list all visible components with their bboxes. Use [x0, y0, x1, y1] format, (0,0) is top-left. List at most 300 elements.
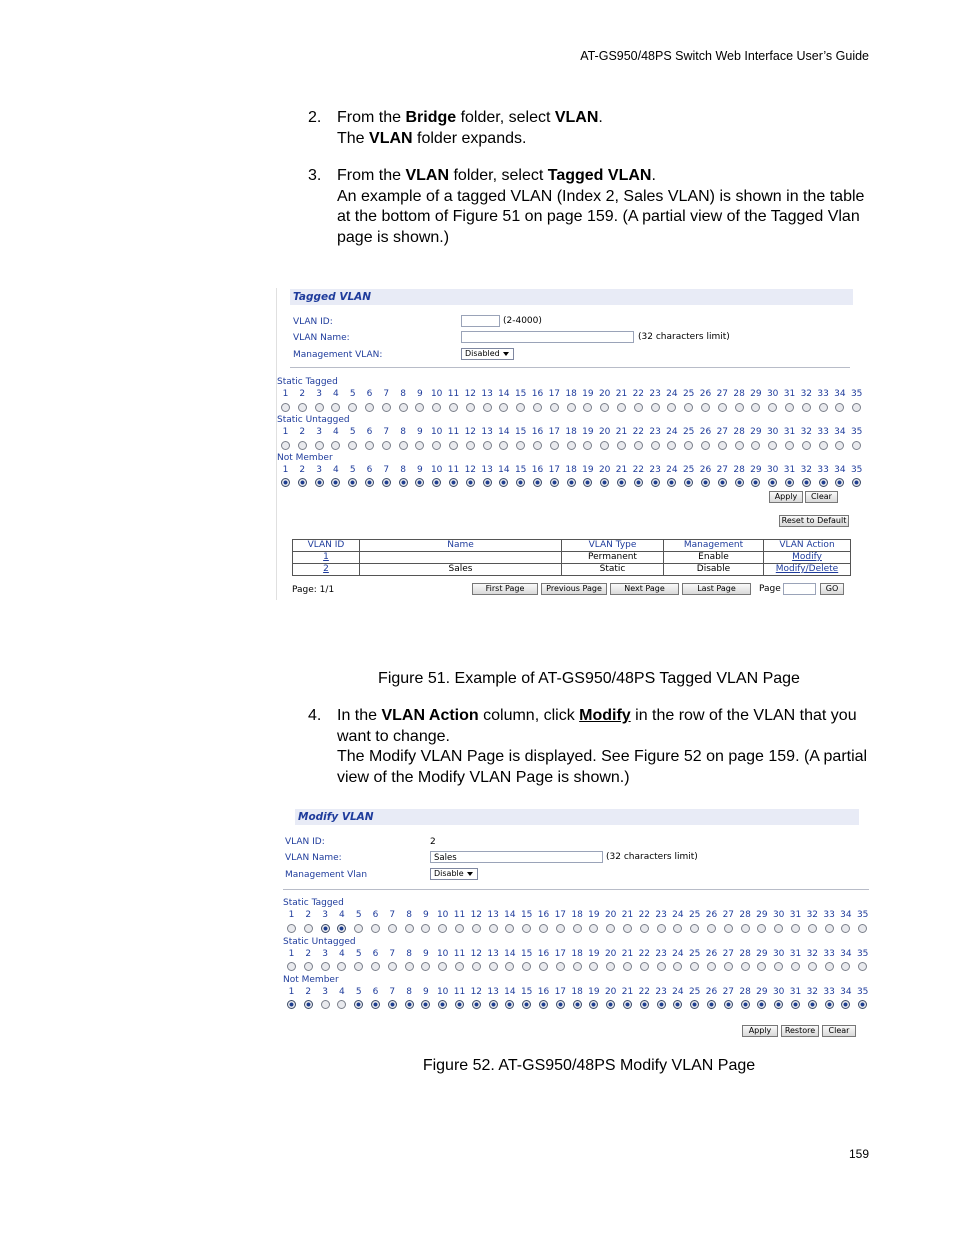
fig51-static-untagged-port-number: 10 [430, 427, 443, 437]
fig51-static-untagged-port-radio[interactable] [634, 441, 643, 450]
fig51-static-tagged-port-radio[interactable] [399, 403, 408, 412]
fig52-static-untagged-port-number: 3 [322, 949, 328, 959]
fig51-static-tagged-port-radio[interactable] [701, 403, 710, 412]
fig52-not-member-port-radio[interactable] [405, 1000, 414, 1009]
fig51-static-tagged-port-number: 22 [632, 389, 645, 399]
fig51-not-member-port-radio[interactable] [768, 478, 777, 487]
fig51-static-untagged-port-radio[interactable] [432, 441, 441, 450]
fig51-static-tagged-port-radio[interactable] [634, 403, 643, 412]
fig51-static-untagged-port-radio[interactable] [298, 441, 307, 450]
fig52-static-untagged-port-number: 15 [520, 949, 533, 959]
fig52-not-member-port-number: 13 [487, 987, 499, 997]
fig51-not-member-port-radio[interactable] [600, 478, 609, 487]
fig52-not-member-port-radio[interactable] [472, 1000, 481, 1009]
not-member-label: Not Member [277, 453, 333, 463]
fig52-not-member-port-radio[interactable] [825, 1000, 834, 1009]
management-vlan-select[interactable]: Disabled [461, 348, 514, 360]
fig51-static-tagged-port-radio[interactable] [449, 403, 458, 412]
page-number: 159 [848, 1147, 869, 1161]
fig51-static-tagged-port-radio[interactable] [768, 403, 777, 412]
fig52-static-untagged-port-radio[interactable] [573, 962, 582, 971]
fig51-static-untagged-port-radio[interactable] [751, 441, 760, 450]
fig51-not-member-port-number: 1 [282, 465, 289, 475]
fig51-static-tagged-port-radio[interactable] [785, 403, 794, 412]
fig52-static-tagged-port-radio[interactable] [539, 924, 548, 933]
fig52-not-member-port-radio[interactable] [690, 1000, 699, 1009]
fig51-not-member-port-radio[interactable] [718, 478, 727, 487]
fig51-not-member-port-number: 35 [850, 465, 863, 475]
fig51-static-tagged-port-number: 32 [800, 389, 813, 399]
col-vlan-id: VLAN ID [293, 540, 360, 552]
vlan-name-input[interactable] [461, 331, 634, 343]
fig52-not-member-port-radio[interactable] [304, 1000, 313, 1009]
fig52-static-tagged-port-number: 14 [504, 910, 516, 920]
fig51-not-member-port-radio[interactable] [449, 478, 458, 487]
vlan-id-value: 2 [430, 837, 436, 847]
fig51-static-tagged-port-radio[interactable] [600, 403, 609, 412]
fig51-static-tagged-port-radio[interactable] [516, 403, 525, 412]
fig51-static-untagged-port-number: 28 [733, 427, 745, 437]
clear-button[interactable]: Clear [822, 1025, 856, 1037]
fig51-static-tagged-port-radio[interactable] [852, 403, 861, 412]
fig52-static-tagged-port-radio[interactable] [741, 924, 750, 933]
vlan-id-link[interactable]: 1 [323, 552, 329, 562]
fig51-static-untagged-port-number: 18 [565, 427, 577, 437]
fig51-static-tagged-port-radio[interactable] [331, 403, 340, 412]
fig52-static-tagged-port-radio[interactable] [724, 924, 733, 933]
fig52-not-member-port-number: 11 [453, 987, 466, 997]
management-vlan-select[interactable]: Disable [430, 868, 478, 880]
apply-button[interactable]: Apply [742, 1025, 778, 1037]
previous-page-button[interactable]: Previous Page [541, 583, 607, 595]
fig52-not-member-port-radio[interactable] [489, 1000, 498, 1009]
fig52-static-untagged-port-radio[interactable] [757, 962, 766, 971]
fig51-static-untagged-port-radio[interactable] [819, 441, 828, 450]
fig52-static-tagged-port-radio[interactable] [825, 924, 834, 933]
fig51-static-untagged-port-radio[interactable] [499, 441, 508, 450]
fig52-not-member-port-radio[interactable] [741, 1000, 750, 1009]
fig52-static-tagged-port-radio[interactable] [287, 924, 296, 933]
fig52-not-member-port-number: 21 [621, 987, 634, 997]
fig52-not-member-port-radio[interactable] [438, 1000, 447, 1009]
fig52-not-member-port-radio[interactable] [707, 1000, 716, 1009]
fig51-static-tagged-port-radio[interactable] [432, 403, 441, 412]
fig51-static-tagged-port-number: 9 [417, 389, 423, 399]
fig52-static-tagged-port-radio[interactable] [589, 924, 598, 933]
page-input-label: Page [759, 584, 781, 594]
fig52-static-tagged-port-radio[interactable] [858, 924, 867, 933]
fig51-not-member-port-radio[interactable] [751, 478, 760, 487]
fig51-title: Tagged VLAN [290, 289, 853, 305]
fig52-static-tagged-port-radio[interactable] [337, 924, 346, 933]
fig52-static-tagged-port-radio[interactable] [438, 924, 447, 933]
fig52-static-untagged-port-radio[interactable] [791, 962, 800, 971]
fig52-not-member-port-number: 20 [604, 987, 617, 997]
fig51-static-untagged-port-radio[interactable] [684, 441, 693, 450]
fig52-not-member-port-radio[interactable] [623, 1000, 632, 1009]
fig51-static-tagged-port-radio[interactable] [315, 403, 324, 412]
fig51-static-untagged-port-radio[interactable] [583, 441, 592, 450]
fig51-static-untagged-port-radio[interactable] [768, 441, 777, 450]
fig52-not-member-port-number: 25 [688, 987, 701, 997]
fig51-not-member-port-radio[interactable] [819, 478, 828, 487]
fig51-static-tagged-port-radio[interactable] [415, 403, 424, 412]
fig52-static-tagged-port-radio[interactable] [841, 924, 850, 933]
fig51-static-untagged-port-radio[interactable] [331, 441, 340, 450]
fig51-static-tagged-port-radio[interactable] [298, 403, 307, 412]
fig52-static-tagged-port-number: 32 [806, 910, 819, 920]
fig51-static-untagged-port-radio[interactable] [667, 441, 676, 450]
fig51-not-member-port-radio[interactable] [835, 478, 844, 487]
fig52-not-member-port-radio[interactable] [791, 1000, 800, 1009]
fig52-static-untagged-port-radio[interactable] [354, 962, 363, 971]
fig51-static-untagged-port-number: 21 [615, 427, 628, 437]
fig51-static-tagged-port-radio[interactable] [348, 403, 357, 412]
fig51-static-tagged-port-radio[interactable] [651, 403, 660, 412]
vlan-id-input[interactable] [461, 315, 500, 327]
fig52-static-untagged-port-radio[interactable] [321, 962, 330, 971]
fig52-static-untagged-port-number: 25 [688, 949, 701, 959]
fig52-not-member-port-radio[interactable] [640, 1000, 649, 1009]
fig51-static-tagged-port-radio[interactable] [684, 403, 693, 412]
fig51-static-untagged-port-radio[interactable] [600, 441, 609, 450]
fig51-static-untagged-port-number: 17 [548, 427, 561, 437]
fig51-not-member-port-radio[interactable] [735, 478, 744, 487]
fig51-static-tagged-port-number: 8 [400, 389, 406, 399]
fig51-static-tagged-port-radio[interactable] [382, 403, 391, 412]
fig51-static-tagged-port-number: 20 [598, 389, 611, 399]
fig52-static-tagged-port-radio[interactable] [690, 924, 699, 933]
fig52-static-untagged-port-number: 34 [840, 949, 852, 959]
fig51-static-tagged-port-radio[interactable] [583, 403, 592, 412]
fig52-not-member-port-radio[interactable] [724, 1000, 733, 1009]
fig51-static-untagged-port-radio[interactable] [735, 441, 744, 450]
fig51-not-member-port-number: 6 [366, 465, 373, 475]
fig52-static-untagged-port-radio[interactable] [640, 962, 649, 971]
fig52-not-member-port-number: 2 [305, 987, 312, 997]
fig51-static-tagged-port-radio[interactable] [802, 403, 811, 412]
fig52-static-untagged-port-radio[interactable] [489, 962, 498, 971]
fig51-not-member-port-radio[interactable] [567, 478, 576, 487]
fig52-not-member-port-radio[interactable] [388, 1000, 397, 1009]
fig51-not-member-port-radio[interactable] [617, 478, 626, 487]
fig51-static-untagged-port-radio[interactable] [449, 441, 458, 450]
fig51-static-tagged-port-radio[interactable] [483, 403, 492, 412]
fig51-not-member-port-radio[interactable] [399, 478, 408, 487]
fig52-not-member-port-number: 24 [672, 987, 684, 997]
fig51-not-member-port-radio[interactable] [298, 478, 307, 487]
fig51-not-member-port-radio[interactable] [281, 478, 290, 487]
fig51-static-tagged-port-number: 12 [464, 389, 477, 399]
fig52-static-untagged-port-radio[interactable] [304, 962, 313, 971]
fig52-static-untagged-port-radio[interactable] [707, 962, 716, 971]
modify-delete-link[interactable]: Modify/Delete [775, 564, 839, 574]
fig51-not-member-port-radio[interactable] [348, 478, 357, 487]
reset-to-default-button[interactable]: Reset to Default [779, 515, 849, 527]
fig51-not-member-port-radio[interactable] [483, 478, 492, 487]
fig52-static-untagged-port-radio[interactable] [337, 962, 346, 971]
fig52-static-untagged-port-number: 32 [806, 949, 819, 959]
fig52-static-untagged-port-radio[interactable] [690, 962, 699, 971]
fig51-static-tagged-port-radio[interactable] [819, 403, 828, 412]
fig51-static-tagged-port-number: 29 [750, 389, 762, 399]
fig51-not-member-port-radio[interactable] [684, 478, 693, 487]
fig51-static-untagged-port-radio[interactable] [382, 441, 391, 450]
fig51-static-untagged-port-radio[interactable] [483, 441, 492, 450]
fig52-not-member-port-number: 6 [372, 987, 379, 997]
fig51-not-member-port-radio[interactable] [701, 478, 710, 487]
fig52-static-untagged-port-radio[interactable] [623, 962, 632, 971]
fig51-static-untagged-port-number: 27 [716, 427, 729, 437]
fig51-static-tagged-port-radio[interactable] [365, 403, 374, 412]
fig52-static-tagged-port-radio[interactable] [774, 924, 783, 933]
fig51-not-member-port-radio[interactable] [415, 478, 424, 487]
fig51-static-untagged-port-radio[interactable] [281, 441, 290, 450]
fig51-static-untagged-port-radio[interactable] [835, 441, 844, 450]
fig52-static-untagged-port-radio[interactable] [589, 962, 598, 971]
fig51-static-tagged-port-radio[interactable] [718, 403, 727, 412]
fig51-static-untagged-port-radio[interactable] [516, 441, 525, 450]
fig51-not-member-port-radio[interactable] [382, 478, 391, 487]
clear-button[interactable]: Clear [805, 491, 838, 503]
fig52-not-member-port-radio[interactable] [455, 1000, 464, 1009]
fig51-not-member-port-number: 29 [750, 465, 762, 475]
fig52-static-tagged-port-number: 3 [322, 910, 328, 920]
fig52-static-untagged-port-number: 8 [406, 949, 412, 959]
fig51-static-untagged-port-radio[interactable] [718, 441, 727, 450]
fig52-static-untagged-port-radio[interactable] [472, 962, 481, 971]
fig52-not-member-port-radio[interactable] [841, 1000, 850, 1009]
fig51-static-untagged-port-radio[interactable] [415, 441, 424, 450]
fig52-static-tagged-port-radio[interactable] [707, 924, 716, 933]
fig51-static-tagged-port-radio[interactable] [735, 403, 744, 412]
fig52-static-untagged-port-radio[interactable] [505, 962, 514, 971]
fig51-static-untagged-port-radio[interactable] [533, 441, 542, 450]
fig51-static-tagged-port-radio[interactable] [835, 403, 844, 412]
fig52-not-member-port-radio[interactable] [522, 1000, 531, 1009]
fig52-not-member-port-number: 5 [355, 987, 362, 997]
fig51-static-tagged-port-radio[interactable] [281, 403, 290, 412]
fig51-not-member-port-radio[interactable] [432, 478, 441, 487]
fig52-static-tagged-port-radio[interactable] [640, 924, 649, 933]
fig52-static-untagged-port-radio[interactable] [371, 962, 380, 971]
fig52-static-untagged-port-radio[interactable] [724, 962, 733, 971]
fig52-not-member-port-radio[interactable] [321, 1000, 330, 1009]
fig51-static-tagged-port-radio[interactable] [567, 403, 576, 412]
fig52-static-untagged-port-number: 5 [355, 949, 362, 959]
page-number-input[interactable] [783, 583, 816, 595]
not-member-label: Not Member [283, 975, 339, 985]
fig52-not-member-port-radio[interactable] [505, 1000, 514, 1009]
fig51-not-member-port-radio[interactable] [315, 478, 324, 487]
fig52-not-member-port-radio[interactable] [606, 1000, 615, 1009]
fig52-static-tagged-port-number: 7 [389, 910, 396, 920]
fig52-static-untagged-port-radio[interactable] [455, 962, 464, 971]
fig52-not-member-port-radio[interactable] [421, 1000, 430, 1009]
fig52-not-member-port-radio[interactable] [589, 1000, 598, 1009]
restore-button[interactable]: Restore [781, 1025, 819, 1037]
fig51-static-untagged-port-number: 35 [850, 427, 863, 437]
chevron-down-icon [467, 872, 473, 876]
fig51-static-untagged-port-radio[interactable] [550, 441, 559, 450]
fig52-static-tagged-port-radio[interactable] [673, 924, 682, 933]
fig52-static-tagged-port-radio[interactable] [505, 924, 514, 933]
apply-button[interactable]: Apply [769, 491, 803, 503]
col-management: Management [664, 540, 764, 552]
fig51-static-untagged-port-radio[interactable] [348, 441, 357, 450]
fig51-not-member-port-radio[interactable] [365, 478, 374, 487]
fig52-static-tagged-port-radio[interactable] [556, 924, 565, 933]
modify-link[interactable]: Modify [792, 552, 822, 562]
fig52-static-untagged-port-radio[interactable] [858, 962, 867, 971]
fig52-not-member-port-radio[interactable] [774, 1000, 783, 1009]
fig52-static-untagged-port-radio[interactable] [741, 962, 750, 971]
static-untagged-label: Static Untagged [283, 937, 356, 947]
fig52-static-untagged-port-radio[interactable] [421, 962, 430, 971]
fig52-static-tagged-port-number: 21 [621, 910, 634, 920]
fig52-not-member-port-radio[interactable] [573, 1000, 582, 1009]
fig51-static-tagged-port-radio[interactable] [499, 403, 508, 412]
fig52-not-member-port-radio[interactable] [371, 1000, 380, 1009]
step-3: 3. From the VLAN folder, select Tagged VLAN. An example of a tagged VLAN (Index 2, Sales VLAN) is shown in the table at the bottom of Figure 51 on page 159. (A partial view of the Tagged Vlan page is shown.) [308, 167, 865, 246]
fig51-not-member-port-radio[interactable] [550, 478, 559, 487]
fig52-not-member-port-radio[interactable] [657, 1000, 666, 1009]
fig52-static-untagged-port-number: 20 [604, 949, 617, 959]
vlan-name-input[interactable]: Sales [430, 851, 603, 863]
fig52-static-untagged-port-radio[interactable] [774, 962, 783, 971]
fig52-static-untagged-port-radio[interactable] [808, 962, 817, 971]
fig52-static-tagged-port-radio[interactable] [573, 924, 582, 933]
vlan-id-link[interactable]: 2 [323, 564, 329, 574]
fig52-static-untagged-port-radio[interactable] [825, 962, 834, 971]
fig51-static-tagged-port-radio[interactable] [751, 403, 760, 412]
fig52-static-tagged-port-radio[interactable] [405, 924, 414, 933]
fig52-static-untagged-port-radio[interactable] [673, 962, 682, 971]
fig51-static-tagged-port-number: 14 [498, 389, 510, 399]
fig52-static-tagged-port-radio[interactable] [757, 924, 766, 933]
fig51-static-untagged-port-radio[interactable] [802, 441, 811, 450]
fig51-not-member-port-radio[interactable] [634, 478, 643, 487]
fig51-static-tagged-port-number: 34 [834, 389, 846, 399]
fig52-static-untagged-port-radio[interactable] [556, 962, 565, 971]
next-page-button[interactable]: Next Page [610, 583, 679, 595]
fig52-not-member-port-number: 34 [840, 987, 852, 997]
fig52-static-tagged-port-radio[interactable] [472, 924, 481, 933]
fig51-not-member-port-radio[interactable] [667, 478, 676, 487]
fig52-not-member-port-radio[interactable] [354, 1000, 363, 1009]
fig52-static-untagged-port-radio[interactable] [841, 962, 850, 971]
fig52-static-tagged-port-number: 10 [436, 910, 449, 920]
fig51-not-member-port-number: 9 [417, 465, 423, 475]
fig52-static-untagged-port-radio[interactable] [405, 962, 414, 971]
fig51-static-tagged-port-number: 11 [447, 389, 460, 399]
go-button[interactable]: GO [820, 583, 844, 595]
fig51-static-tagged-port-number: 31 [783, 389, 796, 399]
fig52-static-untagged-port-number: 24 [672, 949, 684, 959]
fig51-static-untagged-port-radio[interactable] [701, 441, 710, 450]
fig51-static-untagged-port-radio[interactable] [785, 441, 794, 450]
fig52-static-tagged-port-radio[interactable] [304, 924, 313, 933]
fig51-not-member-port-radio[interactable] [499, 478, 508, 487]
fig52-not-member-port-radio[interactable] [808, 1000, 817, 1009]
fig52-not-member-port-radio[interactable] [337, 1000, 346, 1009]
fig51-static-tagged-port-radio[interactable] [466, 403, 475, 412]
first-page-button[interactable]: First Page [472, 583, 538, 595]
fig51-static-untagged-port-radio[interactable] [651, 441, 660, 450]
fig51-not-member-port-number: 27 [716, 465, 729, 475]
fig51-static-untagged-port-radio[interactable] [852, 441, 861, 450]
fig52-static-untagged-port-number: 33 [823, 949, 835, 959]
fig52-static-untagged-port-radio[interactable] [539, 962, 548, 971]
fig52-static-tagged-port-radio[interactable] [354, 924, 363, 933]
fig51-not-member-port-radio[interactable] [583, 478, 592, 487]
fig51-not-member-port-radio[interactable] [516, 478, 525, 487]
fig52-static-tagged-port-radio[interactable] [808, 924, 817, 933]
fig51-static-untagged-port-radio[interactable] [617, 441, 626, 450]
fig52-static-tagged-port-radio[interactable] [388, 924, 397, 933]
fig52-static-untagged-port-radio[interactable] [522, 962, 531, 971]
fig52-static-tagged-port-radio[interactable] [791, 924, 800, 933]
static-untagged-label: Static Untagged [277, 415, 350, 425]
fig52-not-member-port-radio[interactable] [539, 1000, 548, 1009]
fig52-not-member-port-radio[interactable] [556, 1000, 565, 1009]
fig52-static-untagged-port-radio[interactable] [438, 962, 447, 971]
fig52-static-tagged-port-radio[interactable] [623, 924, 632, 933]
fig52-static-untagged-port-radio[interactable] [606, 962, 615, 971]
fig51-static-untagged-port-radio[interactable] [567, 441, 576, 450]
fig51-not-member-port-radio[interactable] [802, 478, 811, 487]
fig51-static-tagged-port-radio[interactable] [550, 403, 559, 412]
fig51-not-member-port-number: 26 [699, 465, 712, 475]
fig51-static-untagged-port-radio[interactable] [399, 441, 408, 450]
fig52-static-tagged-port-number: 5 [355, 910, 362, 920]
fig52-static-untagged-port-number: 6 [372, 949, 379, 959]
fig51-not-member-port-radio[interactable] [852, 478, 861, 487]
fig51-static-tagged-port-number: 17 [548, 389, 561, 399]
fig52-static-untagged-port-radio[interactable] [287, 962, 296, 971]
fig51-static-untagged-port-radio[interactable] [315, 441, 324, 450]
fig52-static-tagged-port-radio[interactable] [657, 924, 666, 933]
fig52-static-tagged-port-number: 33 [823, 910, 835, 920]
fig51-static-tagged-port-radio[interactable] [533, 403, 542, 412]
fig52-static-tagged-port-radio[interactable] [455, 924, 464, 933]
fig52-not-member-port-radio[interactable] [858, 1000, 867, 1009]
fig52-not-member-port-radio[interactable] [287, 1000, 296, 1009]
fig52-static-tagged-port-radio[interactable] [522, 924, 531, 933]
fig52-static-untagged-port-radio[interactable] [388, 962, 397, 971]
fig51-static-untagged-port-radio[interactable] [466, 441, 475, 450]
fig52-static-untagged-port-number: 22 [638, 949, 651, 959]
fig52-static-tagged-port-radio[interactable] [421, 924, 430, 933]
fig51-not-member-port-radio[interactable] [651, 478, 660, 487]
fig52-not-member-port-radio[interactable] [673, 1000, 682, 1009]
last-page-button[interactable]: Last Page [682, 583, 751, 595]
fig51-not-member-port-radio[interactable] [533, 478, 542, 487]
fig51-not-member-port-radio[interactable] [785, 478, 794, 487]
fig51-static-tagged-port-radio[interactable] [617, 403, 626, 412]
fig52-not-member-port-radio[interactable] [757, 1000, 766, 1009]
fig52-static-tagged-port-radio[interactable] [489, 924, 498, 933]
fig51-static-untagged-port-radio[interactable] [365, 441, 374, 450]
fig51-static-tagged-port-radio[interactable] [667, 403, 676, 412]
fig51-not-member-port-radio[interactable] [331, 478, 340, 487]
fig52-title: Modify VLAN [295, 809, 859, 825]
fig52-static-untagged-port-radio[interactable] [657, 962, 666, 971]
fig52-static-tagged-port-radio[interactable] [321, 924, 330, 933]
fig52-static-tagged-port-radio[interactable] [371, 924, 380, 933]
fig52-static-tagged-port-radio[interactable] [606, 924, 615, 933]
fig51-not-member-port-radio[interactable] [466, 478, 475, 487]
